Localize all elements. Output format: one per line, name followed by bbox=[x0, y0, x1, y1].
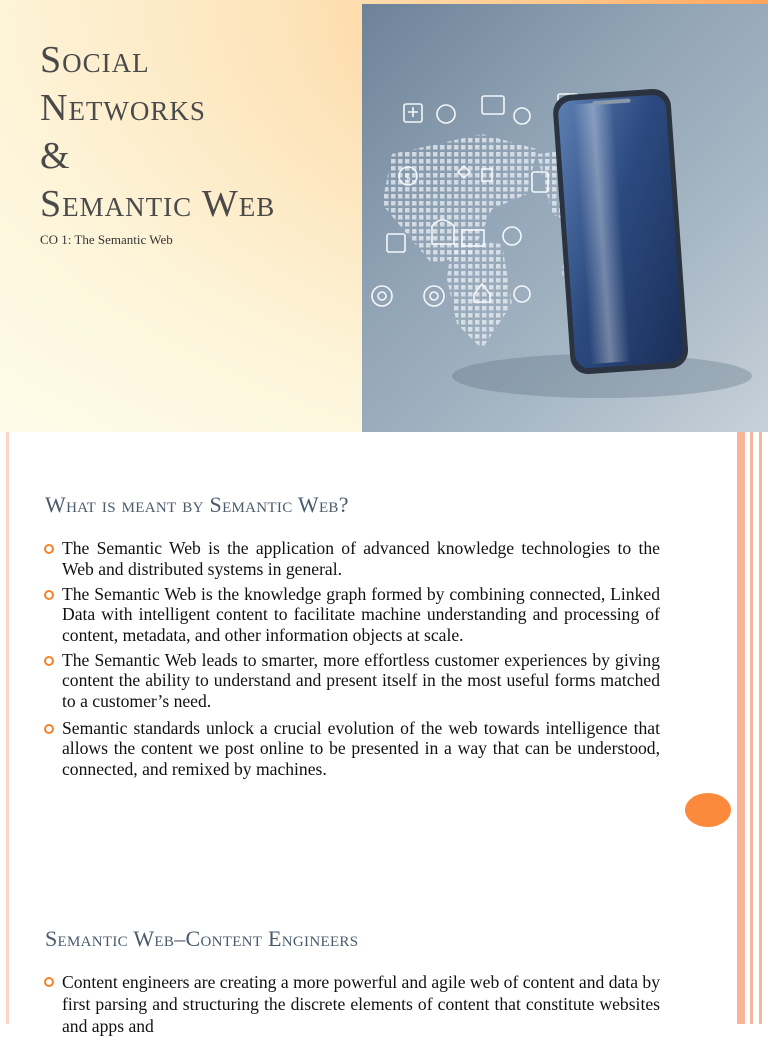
decorative-orange-circle bbox=[685, 793, 731, 827]
bullet-text: Semantic standards unlock a crucial evolution of the web towards intelligence that allows the content we post online to be presented in a way that can be understood, connected, and remixed by machines. bbox=[62, 717, 660, 779]
right-accent-bar bbox=[737, 432, 745, 866]
left-accent-line bbox=[6, 866, 9, 1024]
bullet-text: Content engineers are creating a more powerful and agile web of content and data by first parsing and structuring the discrete elements of content that constitute websites and apps and bbox=[62, 972, 660, 1036]
bullet-icon bbox=[44, 977, 54, 987]
right-accent-line bbox=[750, 866, 753, 1024]
list-item bbox=[44, 650, 660, 712]
bullet-text: The Semantic Web is the knowledge graph formed by combining connected, Linked Data with intelligent content to facilitate machine understanding and processing of content, metadata, and other information objects at scale. bbox=[62, 583, 660, 645]
bullet-icon bbox=[44, 724, 54, 734]
right-accent-line bbox=[750, 432, 753, 866]
smartphone bbox=[552, 88, 689, 376]
content-slide-engineers bbox=[0, 866, 768, 1036]
slide-heading: What is meant by Semantic Web? bbox=[45, 492, 349, 517]
right-accent-line bbox=[759, 866, 762, 1024]
hero-image bbox=[362, 4, 768, 432]
left-accent-line bbox=[6, 432, 9, 866]
presentation-subtitle: CO 1: The Semantic Web bbox=[40, 232, 173, 247]
list-item bbox=[44, 716, 660, 780]
list-item bbox=[44, 971, 660, 1037]
bullet-text: The Semantic Web is the application of advanced knowledge technologies to the Web and distributed systems in general. bbox=[62, 538, 660, 579]
right-accent-line bbox=[759, 432, 762, 866]
bullet-list bbox=[44, 538, 660, 784]
title-line: & bbox=[40, 135, 71, 177]
slide-heading: Semantic Web–Content Engineers bbox=[45, 926, 359, 951]
list-item bbox=[44, 584, 660, 646]
title-slide bbox=[0, 0, 768, 432]
bullet-icon bbox=[44, 544, 54, 554]
presentation-title bbox=[40, 36, 275, 228]
svg-text:$: $ bbox=[404, 171, 411, 184]
right-accent-bar bbox=[737, 866, 745, 1024]
world-map-phone-illustration bbox=[362, 4, 768, 432]
content-slide-definition bbox=[0, 432, 768, 866]
bullet-list bbox=[44, 971, 660, 1042]
title-line: Social bbox=[40, 39, 150, 81]
title-line: Semantic Web bbox=[40, 183, 276, 225]
list-item bbox=[44, 538, 660, 579]
bullet-icon bbox=[44, 590, 54, 600]
title-line: Networks bbox=[40, 87, 206, 129]
bullet-icon bbox=[44, 656, 54, 666]
bullet-text: The Semantic Web leads to smarter, more effortless customer experiences by giving content the ability to understand and present itself in the most useful forms matched to a customer’s need. bbox=[62, 649, 660, 711]
